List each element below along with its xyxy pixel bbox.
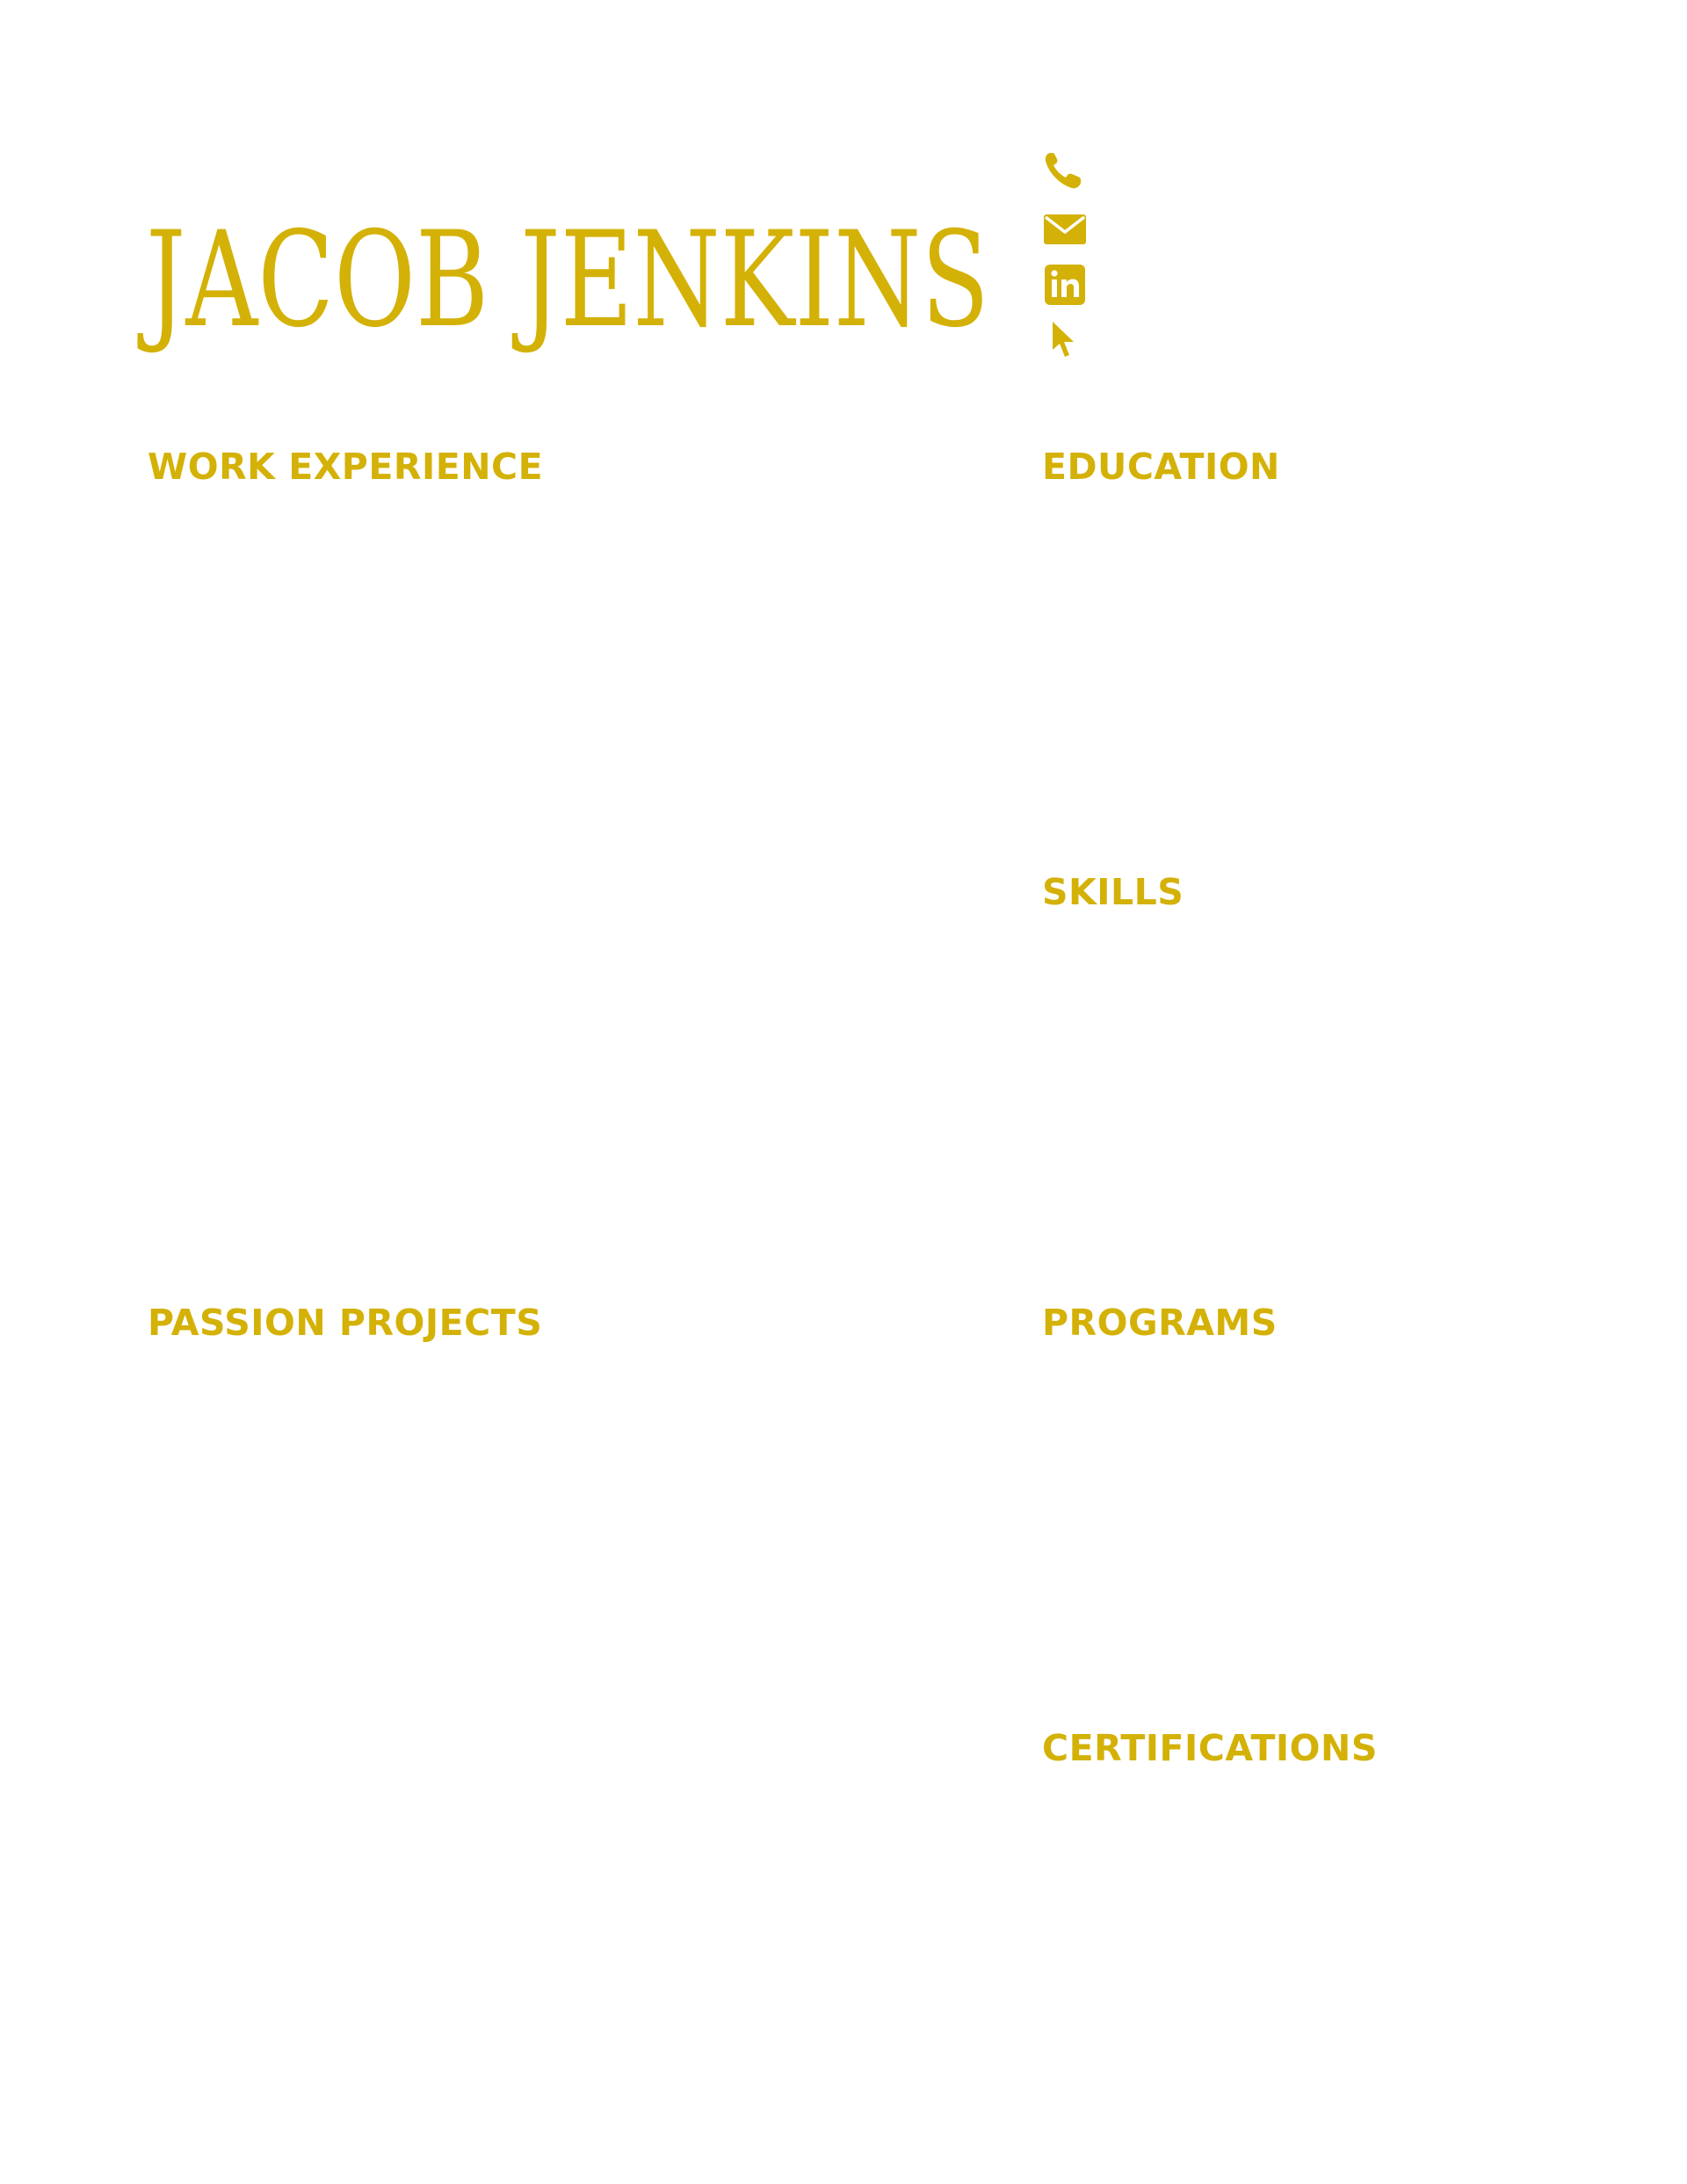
passion-projects-heading: PASSION PROJECTS xyxy=(148,1302,543,1344)
phone-icon[interactable] xyxy=(1042,149,1088,192)
work-experience-heading: WORK EXPERIENCE xyxy=(148,446,544,488)
programs-heading: PROGRAMS xyxy=(1042,1302,1278,1344)
education-heading: EDUCATION xyxy=(1042,446,1280,488)
resume-name-text: JACOB JENKINS xyxy=(137,204,989,357)
resume-name-graphic xyxy=(137,132,1007,357)
certifications-heading: CERTIFICATIONS xyxy=(1042,1727,1378,1769)
email-icon[interactable] xyxy=(1042,209,1088,251)
cursor-icon[interactable] xyxy=(1042,320,1088,362)
skills-heading: SKILLS xyxy=(1042,871,1184,913)
resume-name xyxy=(137,132,1007,357)
linkedin-icon[interactable] xyxy=(1042,264,1088,306)
